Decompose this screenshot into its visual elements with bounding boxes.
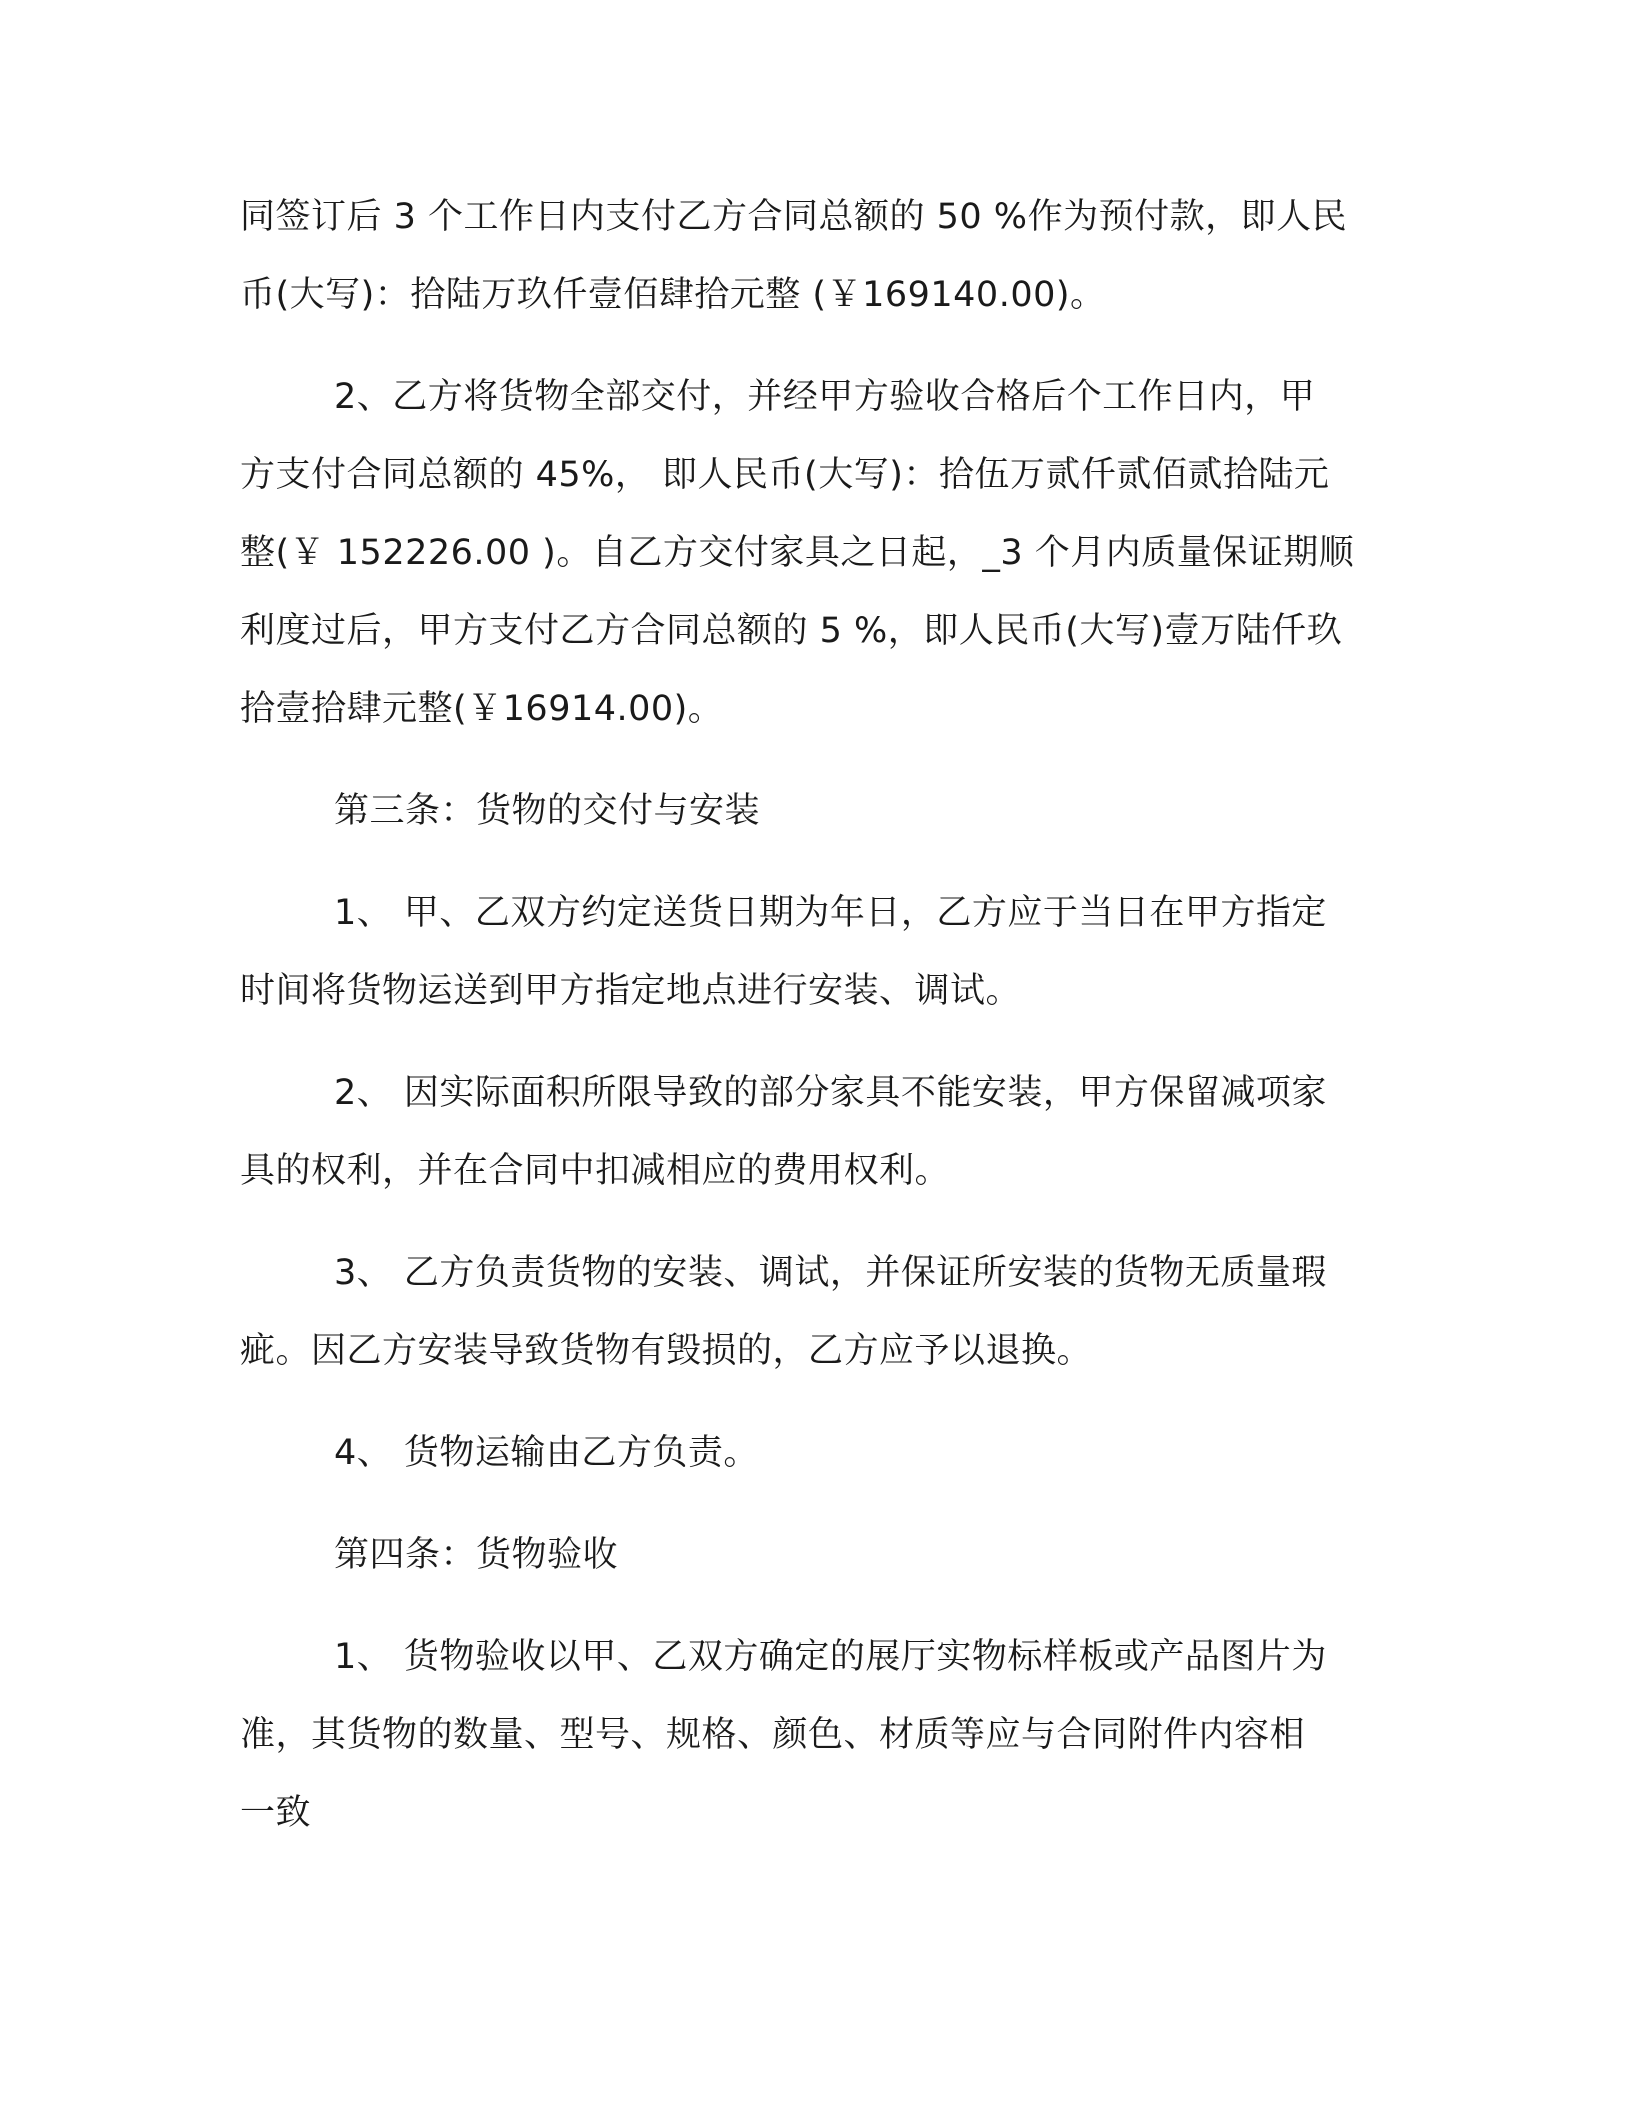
paragraph-line: 1、 货物验收以甲、乙双方确定的展厅实物标样板或产品图片为: [334, 1637, 1327, 1677]
paragraph-line: 2、乙方将货物全部交付，并经甲方验收合格后个工作日内，甲: [334, 377, 1316, 417]
section-heading: 第四条：货物验收: [334, 1535, 619, 1575]
section-heading: 第三条：货物的交付与安装: [334, 791, 761, 831]
text-line: 时间将货物运送到甲方指定地点进行安装、调试。: [240, 971, 1022, 1011]
paragraph-line: 1、 甲、乙双方约定送货日期为年日，乙方应于当日在甲方指定: [334, 893, 1327, 933]
text-line: 一致: [240, 1793, 312, 1833]
text-line: 拾壹拾肆元整(￥16914.00)。: [240, 689, 724, 729]
text-line: 具的权利，并在合同中扣减相应的费用权利。: [240, 1151, 951, 1191]
paragraph-line: 3、 乙方负责货物的安装、调试，并保证所安装的货物无质量瑕: [334, 1253, 1327, 1293]
paragraph-line: 4、 货物运输由乙方负责。: [334, 1433, 759, 1473]
text-line: 利度过后，甲方支付乙方合同总额的 5 %，即人民币(大写)壹万陆仟玖: [240, 611, 1343, 651]
text-line: 方支付合同总额的 45%， 即人民币(大写)：拾伍万贰仟贰佰贰拾陆元: [240, 455, 1330, 495]
text-line: 同签订后 3 个工作日内支付乙方合同总额的 50 %作为预付款，即人民: [240, 197, 1348, 237]
text-line: 疵。因乙方安装导致货物有毁损的，乙方应予以退换。: [240, 1331, 1093, 1371]
text-line: 准，其货物的数量、型号、规格、颜色、材质等应与合同附件内容相: [240, 1715, 1306, 1755]
text-line: 币(大写)：拾陆万玖仟壹佰肆拾元整 (￥169140.00)。: [240, 275, 1106, 315]
text-line: 整(￥ 152226.00 )。自乙方交付家具之日起，_3 个月内质量保证期顺: [240, 533, 1355, 573]
paragraph-line: 2、 因实际面积所限导致的部分家具不能安装，甲方保留减项家: [334, 1073, 1327, 1113]
